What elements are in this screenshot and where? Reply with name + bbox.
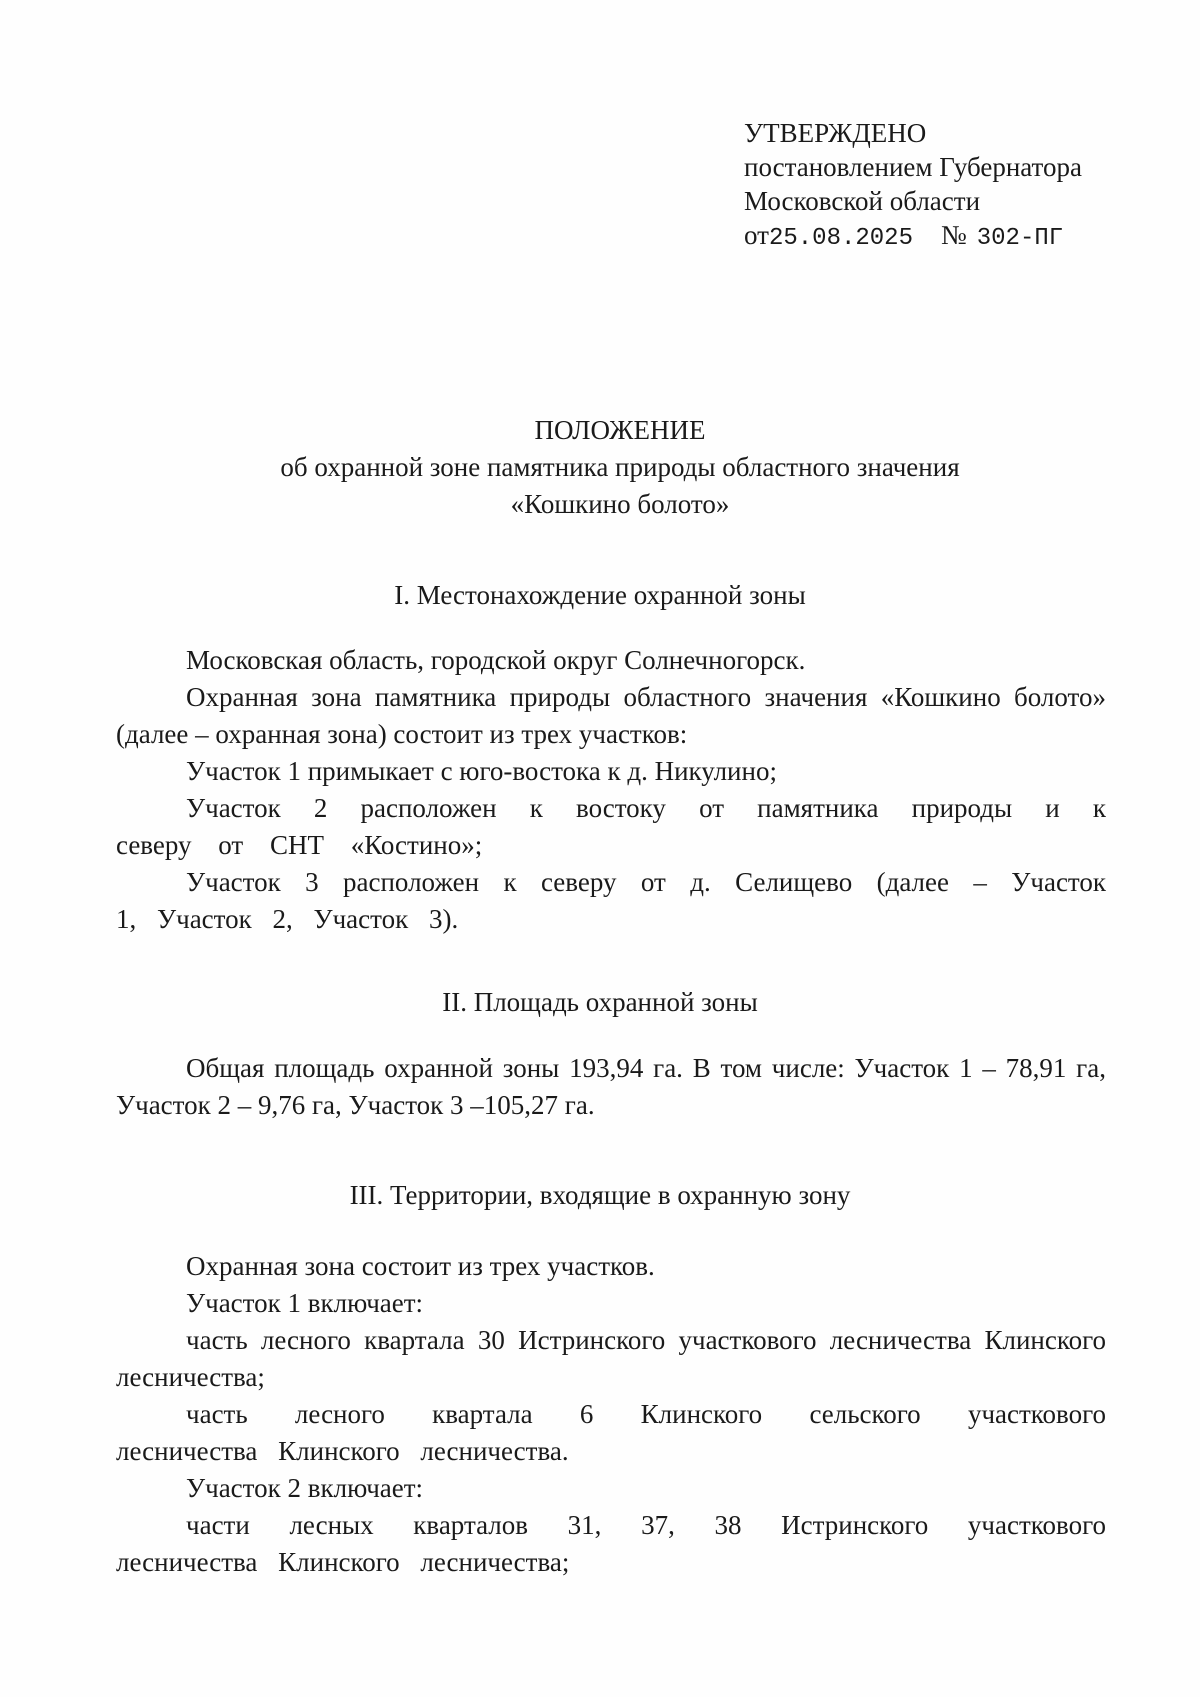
paragraph: Участок 3 расположен к северу от д. Селищево (далее – Участок 1, Участок 2, Участок 3). [116,867,1106,934]
approval-date-line [744,218,1082,256]
paragraph: Охранная зона памятника природы областного значения «Кошкино болото» (далее – охранная зона) состоит из трех участков: [116,682,1106,749]
paragraph: Общая площадь охранной зоны 193,94 га. В том числе: Участок 1 – 78,91 га, Участок 2 – 9,76 га, Участок 3 –105,27 га. [116,1053,1106,1120]
paragraph: Участок 1 примыкает с юго-востока к д. Никулино; [186,756,777,786]
paragraph: часть лесного квартала 6 Клинского сельского участкового лесничества Клинского лесничества. [116,1399,1106,1466]
number-sign: № [940,220,967,250]
document-title: ПОЛОЖЕНИЕ [534,415,706,445]
date-prefix: от [744,220,769,250]
section-1-heading: I. Местонахождение охранной зоны [394,580,806,610]
approval-stamp: УТВЕРЖДЕНО [744,118,927,148]
section-2-heading: II. Площадь охранной зоны [442,987,758,1017]
section-1-body [116,642,1106,938]
section-3-heading: III. Территории, входящие в охранную зону [349,1180,851,1210]
section-3-body [116,1248,1106,1581]
section-2-body [116,1050,1106,1124]
paragraph: части лесных кварталов 31, 37, 38 Истринского участкового лесничества Клинского лесничества; [116,1510,1106,1577]
document-subtitle: об охранной зоне памятника природы областного значения [280,452,960,482]
approval-line-2: Московской области [744,186,981,216]
approval-block [744,116,1082,256]
paragraph: Участок 2 включает: [186,1473,424,1503]
approval-date: 25.08.2025 [768,225,913,252]
paragraph: Участок 2 расположен к востоку от памятника природы и к северу от СНТ «Костино»; [116,793,1106,860]
document-name: «Кошкино болото» [510,489,730,519]
paragraph: Московская область, городской округ Солнечногорск. [186,645,806,675]
paragraph: Охранная зона состоит из трех участков. [186,1251,655,1281]
document-title-block [0,412,1200,523]
paragraph: часть лесного квартала 30 Истринского участкового лесничества Клинского лесничества; [116,1325,1106,1392]
approval-line-1: постановлением Губернатора [744,152,1082,182]
approval-number: 302-ПГ [976,225,1064,252]
paragraph: Участок 1 включает: [186,1288,424,1318]
